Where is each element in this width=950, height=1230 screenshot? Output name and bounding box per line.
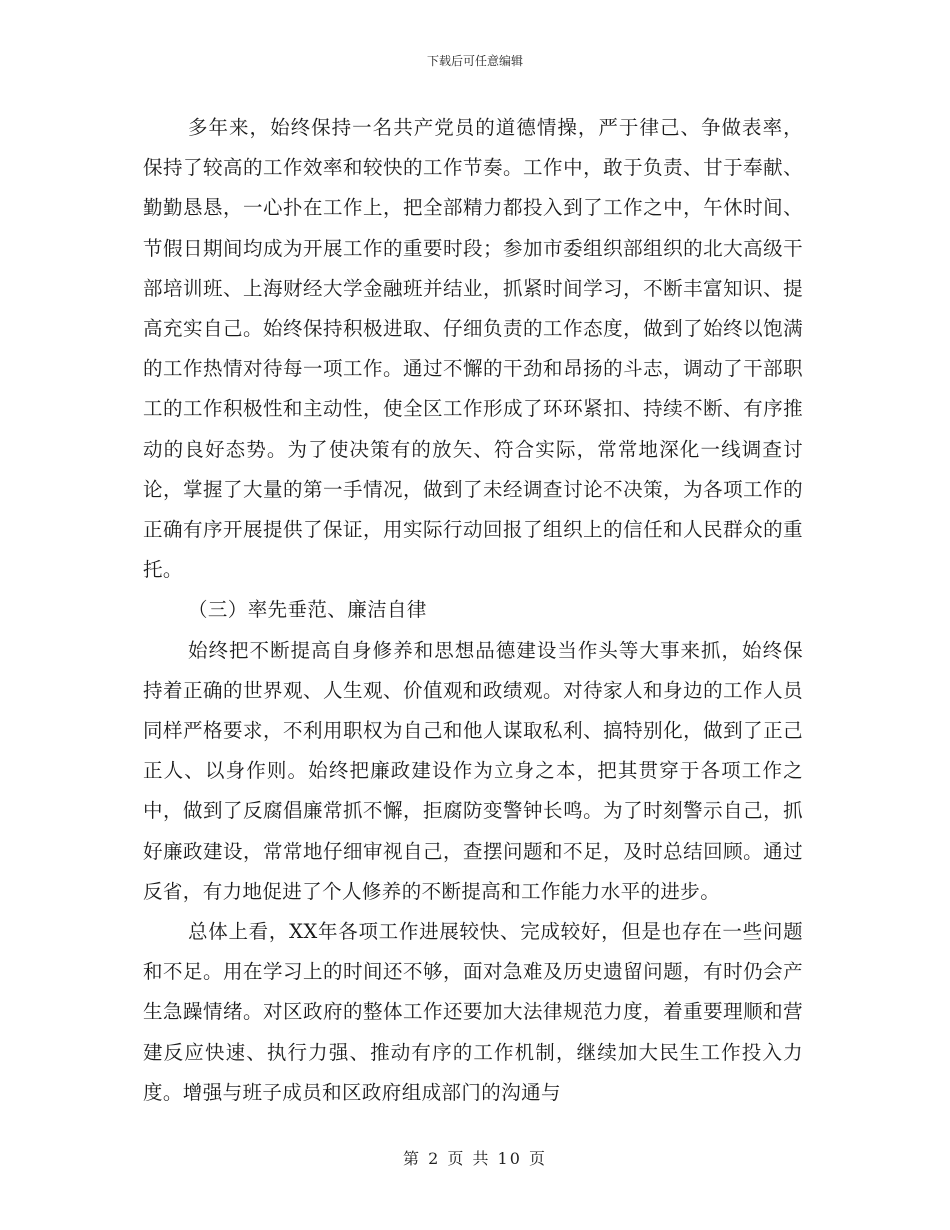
section-heading-integrity: （三）率先垂范、廉洁自律	[188, 598, 427, 622]
document-body	[143, 108, 803, 1113]
page-header: 下载后可任意编辑	[426, 54, 523, 68]
paragraph-summary: 总体上看，XX年各项工作进展较快、完成较好，但是也存在一些问题和不足。用在学习上的时间还不够，面对急难及历史遗留问题，有时仍会产生急躁情绪。对区政府的整体工作还要加大法律规范力度，着重要理顺和营建反应快速、执行力强、推动有序的工作机制，继续加大民生工作投入力度。增强与班子成员和区政府组成部门的沟通与	[143, 920, 803, 1104]
paragraph-diligence: 多年来，始终保持一名共产党员的道德情操，严于律己、争做表率，保持了较高的工作效率和较快的工作节奏。工作中，敢于负责、甘于奉献、勤勤恳恳，一心扑在工作上，把全部精力都投入到了工作之中，午休时间、节假日期间均成为开展工作的重要时段；参加市委组织部组织的北大高级干部培训班、上海财经大学金融班并结业，抓紧时间学习，不断丰富知识、提高充实自己。始终保持积极进取、仔细负责的工作态度，做到了始终以饱满的工作热情对待每一项工作。通过不懈的干劲和昂扬的斗志，调动了干部职工的工作积极性和主动性，使全区工作形成了环环紧扣、持续不断、有序推动的良好态势。为了使决策有的放矢、符合实际，常常地深化一线调查讨论，掌握了大量的第一手情况，做到了未经调查讨论不决策，为各项工作的正确有序开展提供了保证，用实际行动回报了组织上的信任和人民群众的重托。	[143, 116, 803, 582]
paragraph-integrity: 始终把不断提高自身修养和思想品德建设当作头等大事来抓，始终保持着正确的世界观、人生观、价值观和政绩观。对待家人和身边的工作人员同样严格要求，不利用职权为自己和他人谋取私利、搞特别化，做到了正己正人、以身作则。始终把廉政建设作为立身之本，把其贯穿于各项工作之中，做到了反腐倡廉常抓不懈，拒腐防变警钟长鸣。为了时刻警示自己，抓好廉政建设，常常地仔细审视自己，查摆问题和不足，及时总结回顾。通过反省，有力地促进了个人修养的不断提高和工作能力水平的进步。	[143, 638, 803, 903]
page-number-footer: 第 2 页 共 10 页	[403, 1149, 547, 1168]
